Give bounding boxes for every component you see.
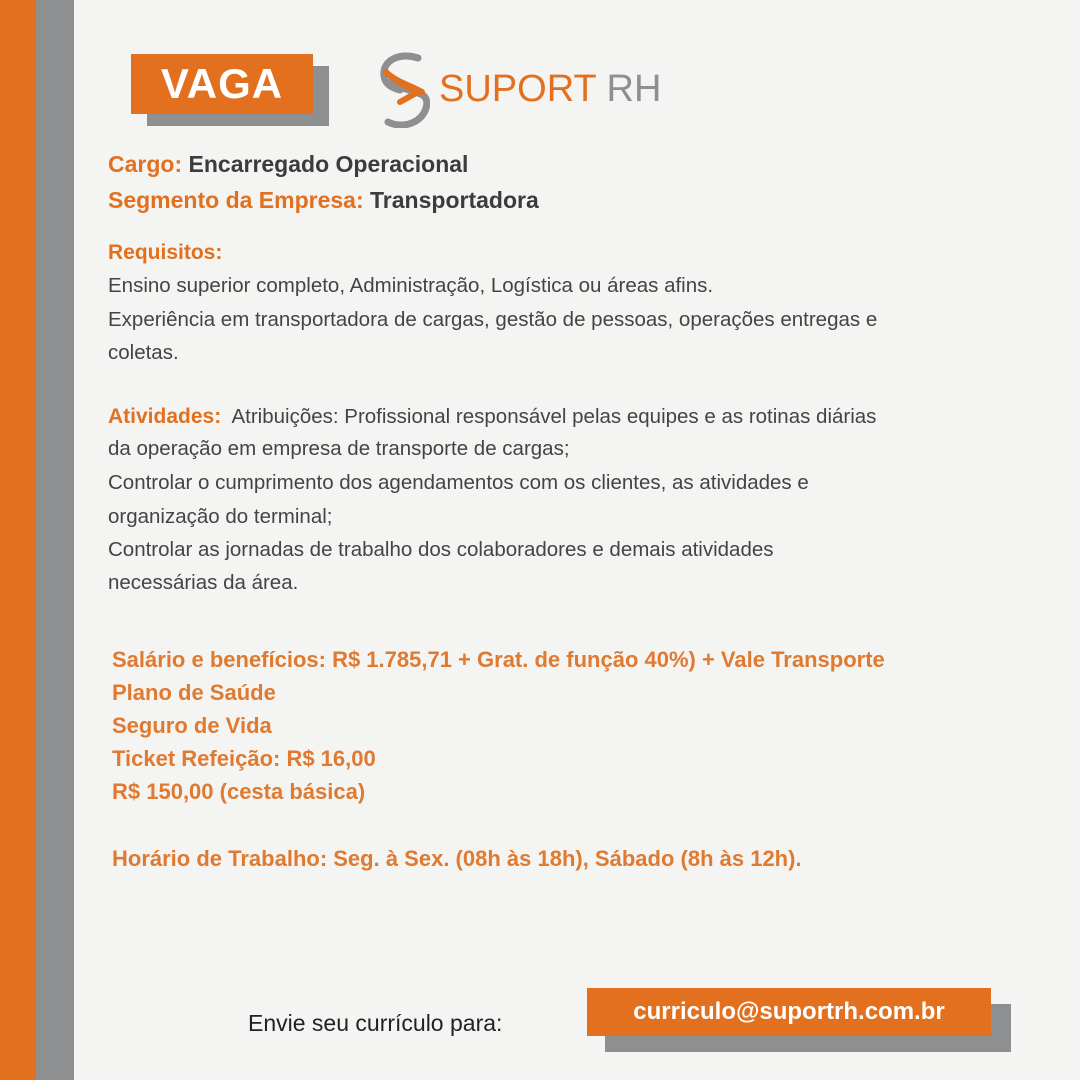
segmento-line xyxy=(108,187,539,214)
left-orange-stripe xyxy=(0,0,36,1080)
atividades-line: necessárias da área. xyxy=(108,571,299,594)
logo-brand: SUPORT xyxy=(439,68,596,110)
vaga-badge-label: VAGA xyxy=(131,54,313,114)
suport-rh-logo xyxy=(378,52,662,130)
atividades-title: Atividades: xyxy=(108,405,222,428)
atividades-first-line xyxy=(108,405,876,429)
suport-logo-icon xyxy=(378,52,430,128)
atividades-line: organização do terminal; xyxy=(108,505,333,528)
logo-wordmark xyxy=(439,70,661,108)
requisitos-line: Ensino superior completo, Administração, Logística ou áreas afins. xyxy=(108,274,714,297)
atividades-line: Controlar o cumprimento dos agendamentos com os clientes, as atividades e xyxy=(108,471,809,494)
requisitos-title: Requisitos: xyxy=(108,241,223,264)
requisitos-line: coletas. xyxy=(108,341,179,364)
beneficio-line: Seguro de Vida xyxy=(112,713,272,738)
cargo-line xyxy=(108,151,468,178)
beneficio-line: Salário e benefícios: R$ 1.785,71 + Grat. de função 40%) + Vale Transporte xyxy=(112,647,885,672)
left-gray-stripe xyxy=(36,0,74,1080)
atividades-line: da operação em empresa de transporte de cargas; xyxy=(108,437,570,460)
segmento-label: Segmento da Empresa: xyxy=(108,187,364,213)
email-link[interactable]: curriculo@suportrh.com.br xyxy=(587,988,991,1036)
send-resume-label: Envie seu currículo para: xyxy=(248,1010,503,1036)
logo-suffix: RH xyxy=(606,68,662,110)
requisitos-line: Experiência em transportadora de cargas, gestão de pessoas, operações entregas e xyxy=(108,308,878,331)
vaga-badge xyxy=(131,54,329,126)
email-badge xyxy=(587,988,1011,1052)
segmento-value: Transportadora xyxy=(370,187,539,213)
beneficio-line: Plano de Saúde xyxy=(112,680,276,705)
atividades-first-text: Atribuições: Profissional responsável pelas equipes e as rotinas diárias xyxy=(231,405,877,428)
cargo-label: Cargo: xyxy=(108,151,183,177)
horario-line: Horário de Trabalho: Seg. à Sex. (08h às 18h), Sábado (8h às 12h). xyxy=(112,846,802,871)
beneficio-line: R$ 150,00 (cesta básica) xyxy=(112,779,366,804)
beneficio-line: Ticket Refeição: R$ 16,00 xyxy=(112,746,376,771)
atividades-line: Controlar as jornadas de trabalho dos colaboradores e demais atividades xyxy=(108,538,774,561)
cargo-value: Encarregado Operacional xyxy=(188,151,469,177)
